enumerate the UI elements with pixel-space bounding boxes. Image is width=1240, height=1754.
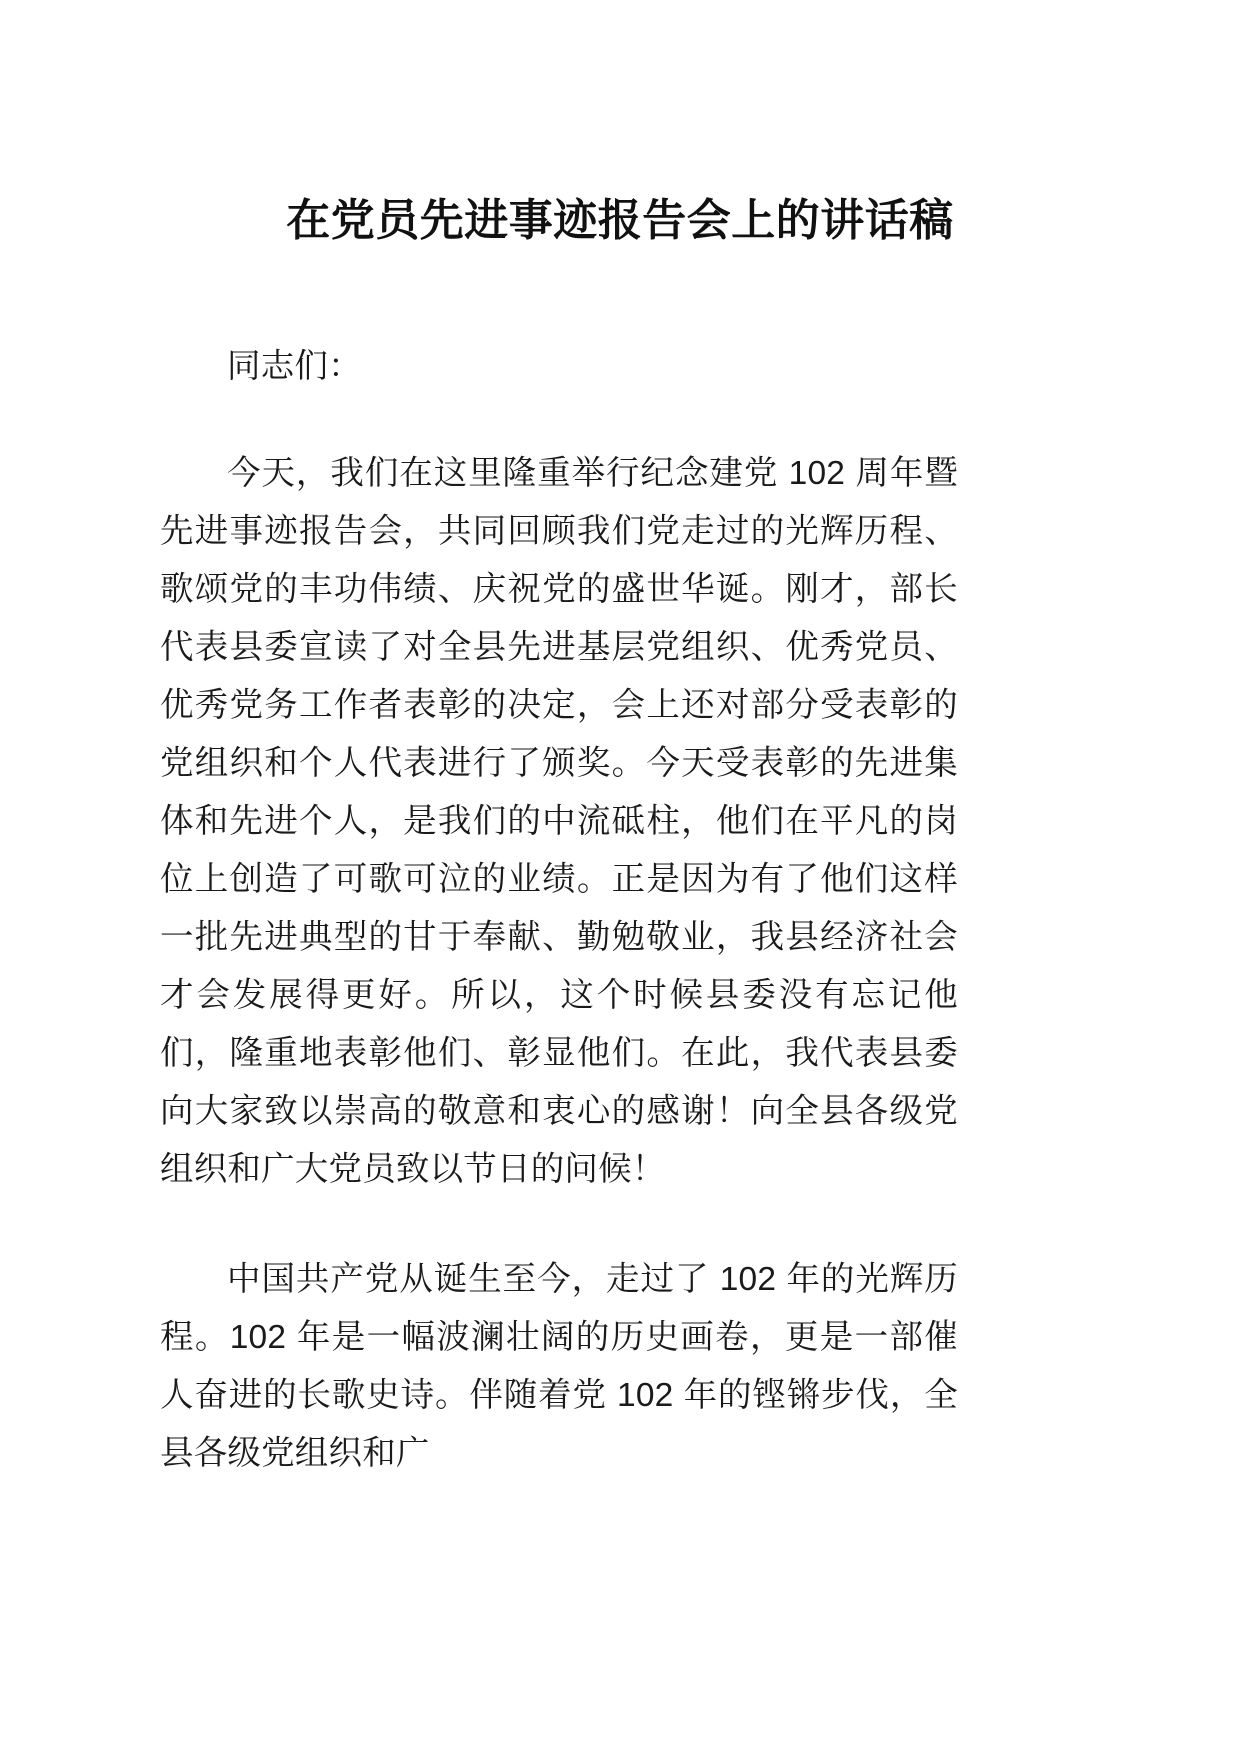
body-paragraph-1: 今天，我们在这里隆重举行纪念建党 102 周年暨先进事迹报告会，共同回顾我们党走过的光辉历程、歌颂党的丰功伟绩、庆祝党的盛世华诞。刚才，部长代表县委宣读了对全县先进基层党组织、优秀党员、优秀党务工作者表彰的决定，会上还对部分受表彰的党组织和个人代表进行了颁奖。今天受表彰的先进集体和先进个人，是我们的中流砥柱，他们在平凡的岗位上创造了可歌可泣的业绩。正是因为有了他们这样一批先进典型的甘于奉献、勤勉敬业，我县经济社会才会发展得更好。所以，这个时候县委没有忘记他们，隆重地表彰他们、彰显他们。在此，我代表县委向大家致以崇高的敬意和衷心的感谢！向全县各级党组织和广大党员致以节日的问候！ bbox=[160, 455, 958, 1188]
document-body bbox=[160, 338, 958, 1483]
paragraph-spacer bbox=[160, 1199, 958, 1251]
page-title: 在党员先进事迹报告会上的讲话稿 bbox=[286, 196, 954, 246]
salutation-line: 同志们： bbox=[227, 348, 362, 385]
body-paragraph-2: 中国共产党从诞生至今，走过了 102 年的光辉历程。102 年是一幅波澜壮阔的历史画卷，更是一部催人奋进的长歌史诗。伴随着党 102 年的铿锵步伐，全县各级党组织和广 bbox=[160, 1261, 958, 1472]
